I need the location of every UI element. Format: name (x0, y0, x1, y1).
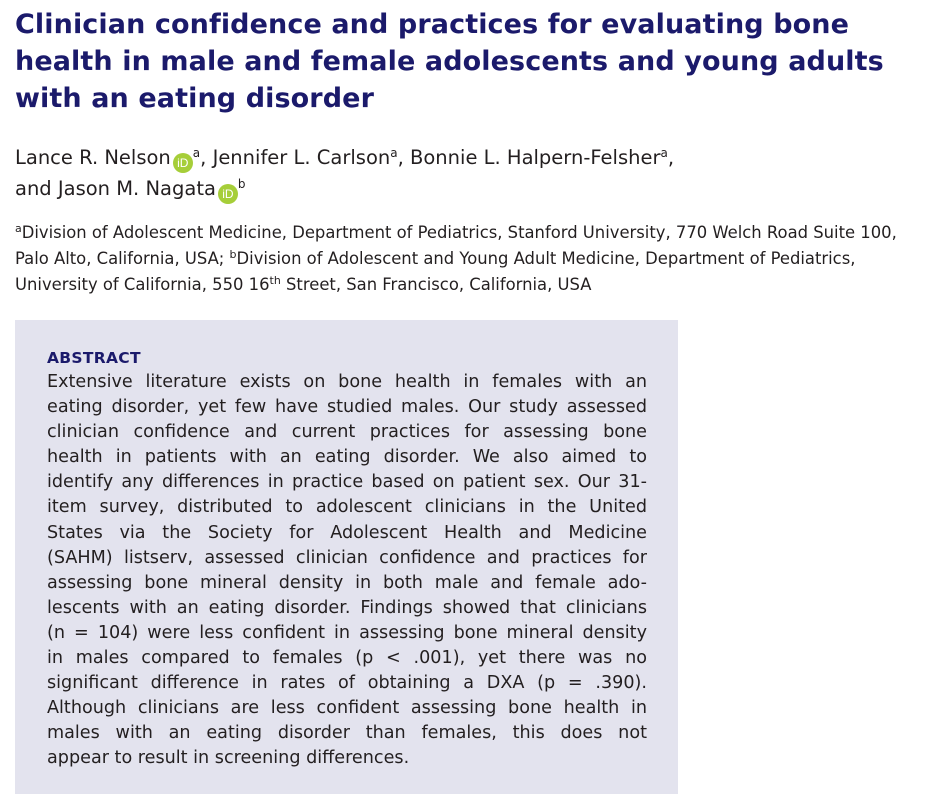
author: Lance R. Nelson $iD^a$, (15, 146, 213, 169)
abstract-line: significant difference in rates of obtaining a DXA (p = .390). (47, 673, 647, 694)
orcid-icon[interactable]: iD (218, 184, 238, 204)
author-affiliation-marker: b (237, 177, 246, 191)
author-name: Lance R. Nelson (15, 146, 171, 169)
abstract-line: males with an eating disorder than females, this does not (47, 723, 647, 744)
affiliation-marker-b: b (229, 248, 237, 261)
abstract-line: clinician confidence and current practices for assessing bone (47, 422, 647, 443)
abstract-line: in males compared to females (p < .001), yet there was no (47, 648, 647, 669)
article-title: Clinician confidence and practices for evaluating bone health in male and female adolescents and young adults with an eating disorder (15, 9, 884, 114)
abstract-line: item survey, distributed to adolescent clinicians in the United (47, 497, 647, 518)
affiliations (15, 220, 925, 298)
author-affiliation-marker: a (390, 146, 398, 160)
orcid-icon[interactable]: iD (173, 153, 193, 173)
affiliation-b-part1: Division of Adolescent and Young Adult Medicine, Department of Pediatrics, University of California, 550 16 (15, 249, 856, 294)
abstract-line: (SAHM) listserv, assessed clinician confidence and practices for (47, 547, 647, 568)
abstract-box (15, 320, 678, 794)
abstract-line: identify any differences in practice based on patient sex. Our 31- (47, 472, 647, 493)
author (15, 177, 246, 200)
abstract-heading: ABSTRACT (47, 349, 141, 367)
abstract-line: lescents with an eating disorder. Findings showed that clinicians (47, 597, 647, 618)
abstract-line: appear to result in screening differences. (47, 748, 410, 769)
author: Jennifer L. Carlson$^a$, (212, 146, 410, 169)
affiliation-a: Division of Adolescent Medicine, Department of Pediatrics, Stanford University, 770 Welch Road Suite 100, Palo Alto, California, USA; (15, 223, 897, 268)
abstract-line: (n = 104) were less confident in assessing bone mineral density (47, 622, 647, 643)
ordinal-suffix: th (269, 274, 281, 287)
affiliation-b-part2: Street, San Francisco, California, USA (280, 275, 592, 294)
abstract-line: Extensive literature exists on bone health in females with an (47, 372, 647, 392)
abstract-line: assessing bone mineral density in both male and female ado- (47, 572, 647, 593)
abstract-line: Although clinicians are less confident assessing bone health in (47, 698, 647, 719)
author-list (15, 142, 915, 204)
author-name: and Jason M. Nagata (15, 177, 216, 200)
author-name: Bonnie L. Halpern-Felsher (410, 146, 661, 169)
author-affiliation-marker: a (192, 146, 201, 160)
author: Bonnie L. Halpern-Felsher$^a$, (410, 146, 675, 169)
abstract-line: States via the Society for Adolescent Health and Medicine (47, 522, 647, 543)
abstract-line: eating disorder, yet few have studied males. Our study assessed (47, 397, 647, 418)
author-name: Jennifer L. Carlson (212, 146, 391, 169)
affiliation-marker-a: a (15, 222, 22, 235)
abstract-body (47, 370, 647, 772)
abstract-line: health in patients with an eating disorder. We also aimed to (47, 447, 647, 468)
author-affiliation-marker: a (660, 146, 668, 160)
